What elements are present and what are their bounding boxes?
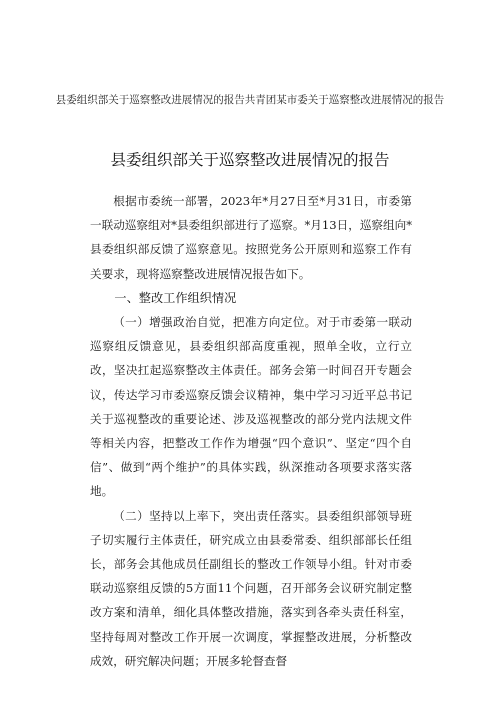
intro-paragraph: 根据市委统一部署，2023年*月27日至*月31日，市委第一联动巡察组对*县委组织部进行了巡察。*月13日，巡察组向*县委组织部反馈了巡察意见。按照党务公开原则和巡察工作有关要求，现将巡察整改进展情况报告如下。: [90, 194, 412, 281]
document-body: [90, 189, 412, 673]
running-header: 县委组织部关于巡察整改进展情况的报告共青团某市委关于巡察整改进展情况的报告: [55, 94, 445, 106]
body-paragraph-1: （一）增强政治自觉，把准方向定位。对于市委第一联动巡察组反馈意见，县委组织部高度重视，照单全收，立行立改，坚决扛起巡察整改主体责任。部务会第一时间召开专题会议，传达学习市委巡察反馈会议精神，集中学习习近平总书记关于巡视整改的重要论述、涉及巡视整改的部分党内法规文件等相关内容，把整改工作作为增强“四个意识”、坚定“四个自信”、做到“两个维护”的具体实践，纵深推动各项要求落实落地。: [90, 315, 412, 499]
document-title: 县委组织部关于巡察整改进展情况的报告: [110, 151, 390, 169]
section-heading: 一、整改工作组织情况: [114, 290, 237, 305]
body-paragraph-2: （二）坚持以上率下，突出责任落实。县委组织部领导班子切实履行主体责任，研究成立由县委常委、组织部部长任组长，部务会其他成员任副组长的整改工作领导小组。针对市委联动巡察组反馈的5方面11个问题，召开部务会议研究制定整改方案和清单，细化具体整改措施，落实到各牵头责任科室，坚持每周对整改工作开展一次调度，掌握整改进展，分析整改成效，研究解决问题；开展多轮督查督: [90, 508, 412, 668]
